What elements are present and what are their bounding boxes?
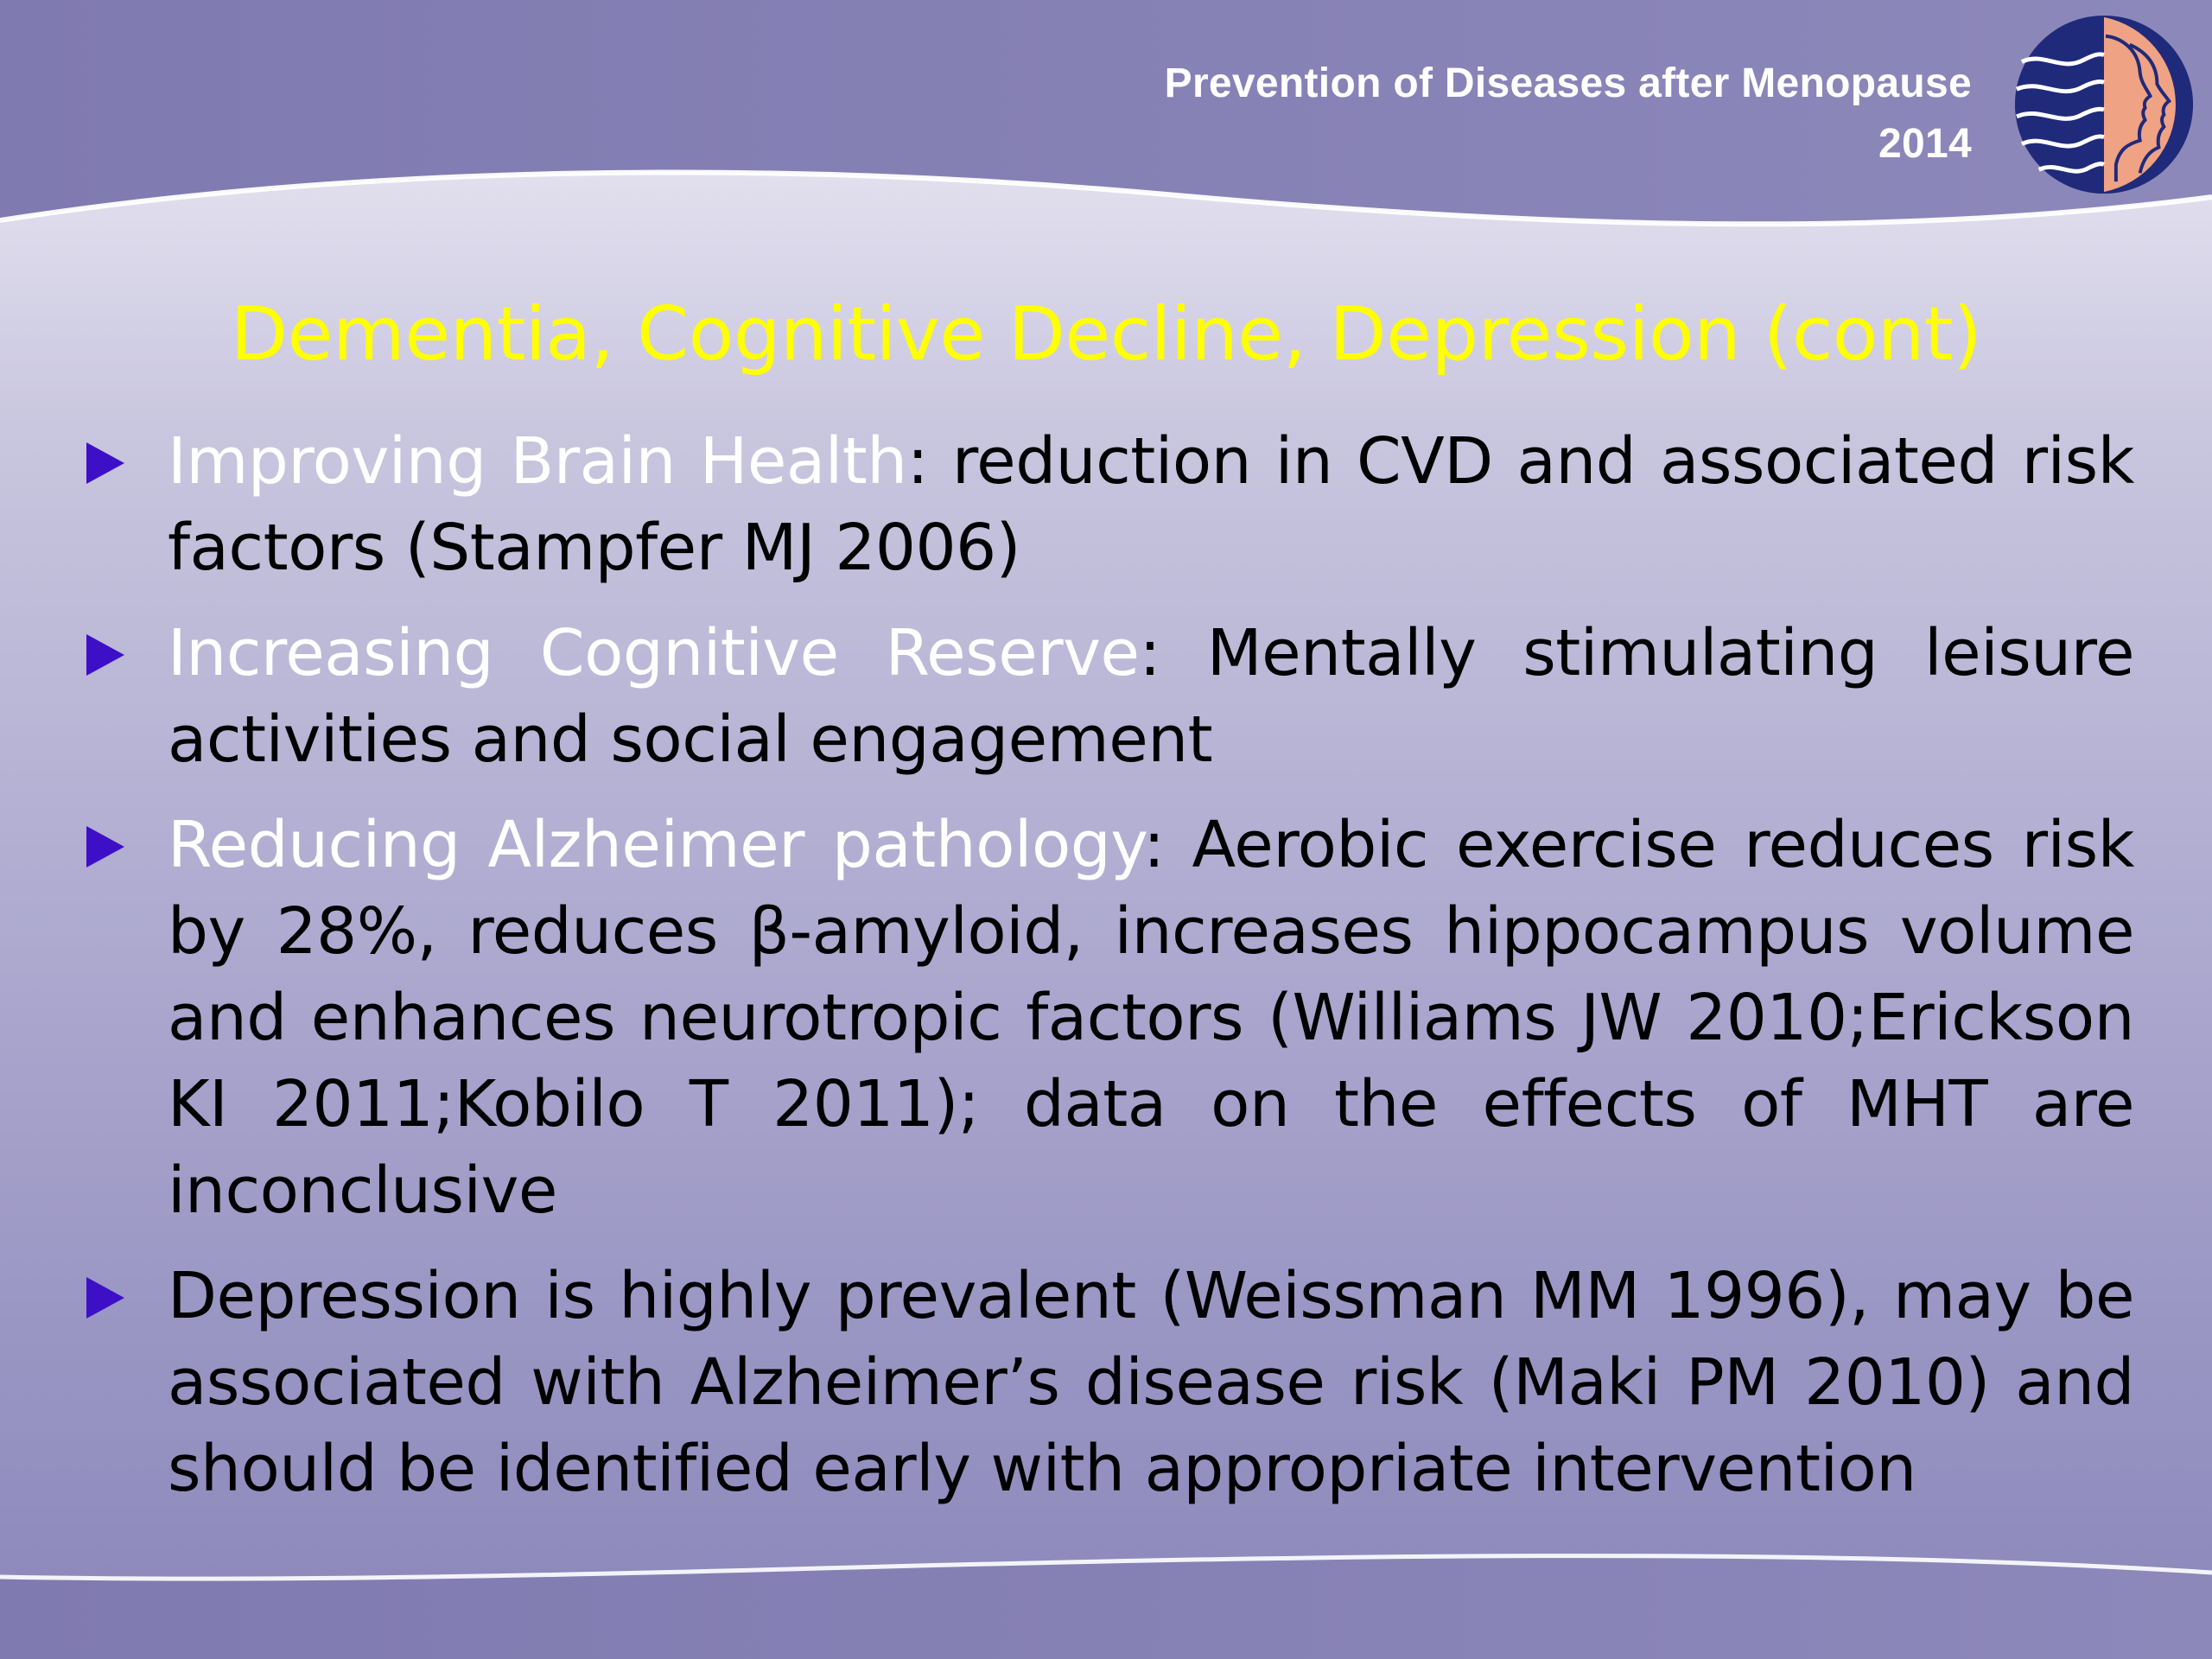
bullet-item xyxy=(78,1253,2134,1512)
bullet-item xyxy=(78,610,2134,783)
header-line-2: 2014 xyxy=(1878,121,1972,167)
bullet-item xyxy=(78,802,2134,1234)
bullet-arrow-icon xyxy=(86,634,124,676)
slide-title: Dementia, Cognitive Decline, Depression (cont) xyxy=(230,291,1982,378)
bullet-item xyxy=(78,418,2134,591)
bullet-text: : Mentally stimulating leisure activities and social engagement xyxy=(168,616,2134,777)
bullet-lead: Reducing Alzheimer pathology xyxy=(168,808,1144,882)
conference-header xyxy=(1165,54,1972,175)
bullet-arrow-icon xyxy=(86,442,124,484)
bullet-lead: Improving Brain Health xyxy=(168,424,907,499)
bullet-arrow-icon xyxy=(86,1277,124,1319)
bullet-text: : Aerobic exercise reduces risk by 28%, reduces β-amyloid, increases hippocampus volume and enhances neurotropic factors (Williams JW 2010;Erickson KI 2011;Kobilo T 2011); data on the effects of MHT are inconclusive xyxy=(168,808,2134,1228)
menopause-logo-icon xyxy=(2010,10,2198,199)
header-line-1: Prevention of Diseases after Menopause xyxy=(1164,60,1972,106)
bullet-text: Depression is highly prevalent (Weissman MM 1996), may be associated with Alzheimer’s disease risk (Maki PM 2010) and should be identified early with appropriate intervention xyxy=(168,1259,2134,1506)
bullet-list xyxy=(78,418,2134,1531)
bullet-lead: Increasing Cognitive Reserve xyxy=(168,616,1140,690)
bullet-arrow-icon xyxy=(86,826,124,868)
bullet-text: : reduction in CVD and associated risk factors (Stampfer MJ 2006) xyxy=(168,424,2134,585)
